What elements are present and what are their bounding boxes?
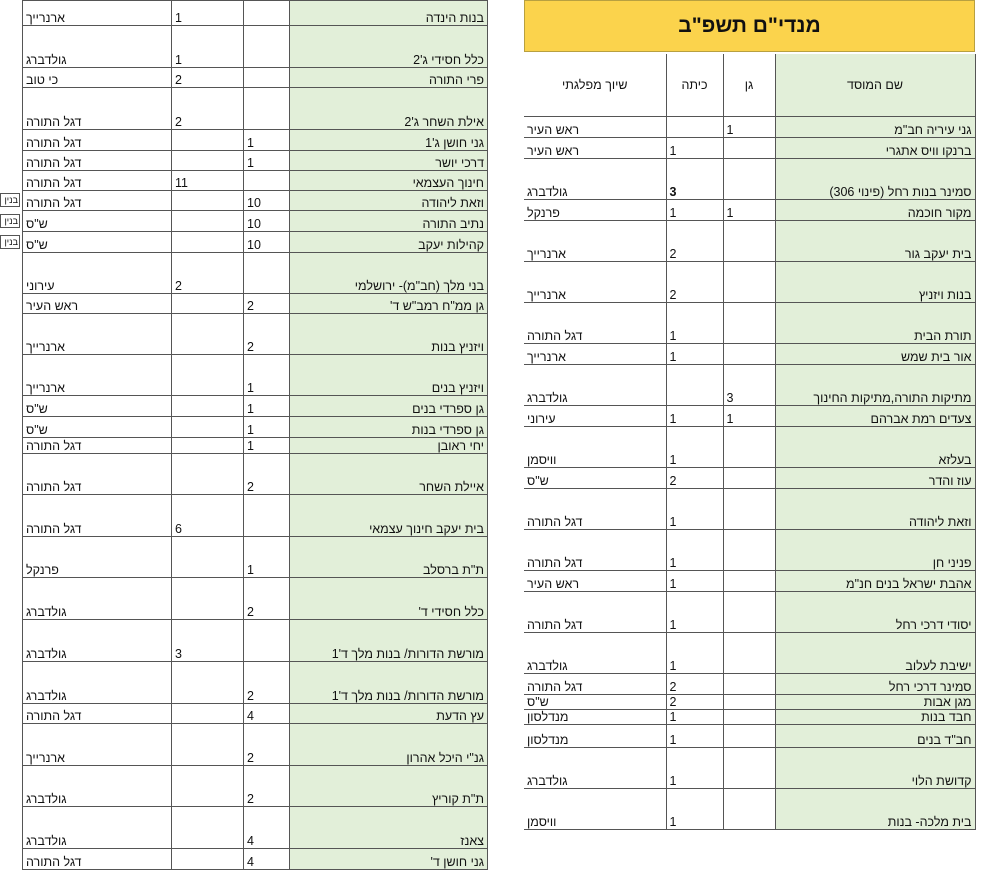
party-affiliation: גולדברג [23,662,172,704]
institution-name: נתיב התורה [290,211,488,232]
class-count: 1 [244,355,290,396]
table-row [23,26,488,68]
class-count [666,365,723,406]
header-gan: גן [723,54,775,117]
class-count [244,26,290,68]
institution-name: אהבת ישראל בנים חנ"מ [775,571,975,592]
table-row [524,138,975,159]
group-count [172,396,244,417]
gan-count [723,138,775,159]
class-count: 1 [666,571,723,592]
table-row [524,303,975,344]
table-row [23,438,488,454]
party-affiliation: ארנרייך [524,221,666,262]
right-table [524,54,976,830]
class-count: 2 [244,662,290,704]
table-row [524,468,975,489]
group-count: 2 [172,88,244,130]
table-row [524,789,975,830]
group-count [172,454,244,495]
table-row [23,807,488,849]
party-affiliation: ארנרייך [524,262,666,303]
party-affiliation: גולדברג [23,807,172,849]
party-affiliation: גולדברג [524,748,666,789]
gan-count [723,633,775,674]
class-count: 1 [666,710,723,725]
class-count: 10 [244,191,290,211]
gan-count [723,571,775,592]
institution-name: צעדים רמת אברהם [775,406,975,427]
table-row [23,620,488,662]
table-row [524,221,975,262]
group-count: 2 [172,253,244,294]
group-count [172,211,244,232]
institution-name: בני מלך (חב"מ)- ירושלמי [290,253,488,294]
gan-count: 1 [723,200,775,221]
class-count: 1 [244,537,290,578]
table-row [23,724,488,766]
class-count: 1 [666,748,723,789]
table-row [23,130,488,151]
institution-name: גני חושן ג'1 [290,130,488,151]
gan-count [723,489,775,530]
institution-name: קהילות יעקב [290,232,488,253]
class-count: 1 [666,489,723,530]
table-row [23,314,488,355]
class-count [244,1,290,26]
table-row [23,704,488,724]
header-name: שם המוסד [775,54,975,117]
class-count: 1 [666,303,723,344]
class-count: 10 [244,232,290,253]
party-affiliation: ארנרייך [524,344,666,365]
party-affiliation: ראש העיר [23,294,172,314]
table-row [23,191,488,211]
table-row [524,262,975,303]
table-row [23,211,488,232]
institution-name: בעלזא [775,427,975,468]
party-affiliation: וויסמן [524,789,666,830]
table-row [23,1,488,26]
institution-name: עוז והדר [775,468,975,489]
group-count: 11 [172,171,244,191]
institution-name: ת"ת ברסלב [290,537,488,578]
table-row [524,530,975,571]
table-row [524,725,975,748]
party-affiliation: דגל התורה [524,489,666,530]
class-count: 1 [666,200,723,221]
class-count [244,171,290,191]
class-count: 1 [244,438,290,454]
party-affiliation: פרנקל [524,200,666,221]
group-count [172,232,244,253]
class-count: 3 [666,159,723,200]
institution-name: פניני חן [775,530,975,571]
table-row [23,849,488,870]
table-row [524,427,975,468]
party-affiliation: גולדברג [524,633,666,674]
page-title: מנדי"ם תשפ"ב [524,0,975,52]
party-affiliation: ארנרייך [23,314,172,355]
party-affiliation: דגל התורה [23,454,172,495]
class-count: 4 [244,807,290,849]
institution-name: גן ספרדי בנות [290,417,488,438]
institution-name: מקור חוכמה [775,200,975,221]
institution-name: חבד בנות [775,710,975,725]
party-affiliation: דגל התורה [23,171,172,191]
institution-name: דרכי יושר [290,151,488,171]
party-affiliation: ראש העיר [524,571,666,592]
party-affiliation: ארנרייך [23,724,172,766]
class-count: 2 [666,468,723,489]
table-row [524,489,975,530]
stub-cell: בנין [0,214,20,228]
party-affiliation: ארנרייך [23,355,172,396]
party-affiliation: דגל התורה [23,191,172,211]
institution-name: גני עיריה חב"מ [775,117,975,138]
party-affiliation: דגל התורה [524,674,666,695]
party-affiliation: גולדברג [23,578,172,620]
gan-count [723,159,775,200]
table-row [524,674,975,695]
group-count: 1 [172,1,244,26]
group-count: 6 [172,495,244,537]
party-affiliation: דגל התורה [23,495,172,537]
table-row [524,592,975,633]
party-affiliation: ש"ס [524,468,666,489]
gan-count [723,427,775,468]
institution-name: עץ הדעת [290,704,488,724]
table-row [23,766,488,807]
party-affiliation: מנדלסון [524,725,666,748]
institution-name: חינוך העצמאי [290,171,488,191]
group-count [172,662,244,704]
stub-cell: בנין [0,235,20,249]
gan-count [723,710,775,725]
group-count: 3 [172,620,244,662]
party-affiliation: פרנקל [23,537,172,578]
class-count: 1 [666,344,723,365]
table-row [23,662,488,704]
table-row [524,344,975,365]
class-count: 2 [244,454,290,495]
institution-name: סמינר בנות רחל (פינוי 306) [775,159,975,200]
class-count: 1 [244,130,290,151]
group-count [172,130,244,151]
institution-name: אילת השחר ג'2 [290,88,488,130]
party-affiliation: כי טוב [23,68,172,88]
group-count [172,417,244,438]
institution-name: בית מלכה- בנות [775,789,975,830]
party-affiliation: דגל התורה [524,303,666,344]
institution-name: קדושת הלוי [775,748,975,789]
class-count: 2 [244,294,290,314]
class-count: 1 [666,725,723,748]
institution-name: בית יעקב גור [775,221,975,262]
group-count [172,438,244,454]
group-count [172,578,244,620]
institution-name: כלל חסידי ג'2 [290,26,488,68]
institution-name: ויזניץ בנים [290,355,488,396]
group-count: 2 [172,68,244,88]
table-row [524,159,975,200]
party-affiliation: דגל התורה [23,438,172,454]
gan-count: 1 [723,406,775,427]
class-count [244,88,290,130]
institution-name: מתיקות התורה,מתיקות החינוך [775,365,975,406]
group-count [172,151,244,171]
group-count: 1 [172,26,244,68]
stub-cell: בנין [0,193,20,207]
institution-name: גן ספרדי בנים [290,396,488,417]
group-count [172,294,244,314]
class-count: 4 [244,849,290,870]
party-affiliation: מנדלסון [524,710,666,725]
institution-name: פרי התורה [290,68,488,88]
class-count: 1 [244,417,290,438]
institution-name: אור בית שמש [775,344,975,365]
party-affiliation: דגל התורה [23,88,172,130]
group-count [172,766,244,807]
class-count: 1 [244,151,290,171]
party-affiliation: דגל התורה [524,530,666,571]
gan-count [723,468,775,489]
institution-name: וזאת ליהודה [290,191,488,211]
table-row [524,571,975,592]
class-count: 2 [244,314,290,355]
table-row [524,748,975,789]
table-row [23,253,488,294]
party-affiliation: ש"ס [524,695,666,710]
table-row [524,117,975,138]
institution-name: מורשת הדורות/ בנות מלך ד'1 [290,662,488,704]
class-count: 2 [666,221,723,262]
class-count [666,117,723,138]
class-count: 1 [666,789,723,830]
left-table [22,0,488,870]
party-affiliation: גולדברג [23,620,172,662]
gan-count [723,674,775,695]
institution-name: מגן אבות [775,695,975,710]
institution-name: ברנקו וויס אתגרי [775,138,975,159]
class-count [244,253,290,294]
class-count: 2 [666,674,723,695]
institution-name: בנות ויזניץ [775,262,975,303]
class-count [244,495,290,537]
class-count [244,620,290,662]
institution-name: כלל חסידי ד' [290,578,488,620]
table-row [23,88,488,130]
gan-count: 1 [723,117,775,138]
gan-count [723,789,775,830]
party-affiliation: ראש העיר [524,117,666,138]
group-count [172,537,244,578]
party-affiliation: ש"ס [23,232,172,253]
table-row [23,537,488,578]
institution-name: בית יעקב חינוך עצמאי [290,495,488,537]
party-affiliation: עירוני [524,406,666,427]
class-count: 1 [666,592,723,633]
class-count: 2 [244,766,290,807]
class-count: 1 [666,530,723,571]
party-affiliation: גולדברג [23,766,172,807]
table-row [524,710,975,725]
class-count: 2 [666,262,723,303]
party-affiliation: וויסמן [524,427,666,468]
header-party: שיוך מפלגתי [524,54,666,117]
gan-count [723,303,775,344]
party-affiliation: ש"ס [23,211,172,232]
party-affiliation: עירוני [23,253,172,294]
class-count: 1 [244,396,290,417]
party-affiliation: דגל התורה [23,704,172,724]
table-row [23,417,488,438]
gan-count [723,344,775,365]
gan-count [723,262,775,303]
table-row [23,232,488,253]
institution-name: חב"ד בנים [775,725,975,748]
institution-name: ת"ת קוריץ [290,766,488,807]
group-count [172,191,244,211]
group-count [172,849,244,870]
table-row [23,68,488,88]
table-row [23,578,488,620]
class-count: 2 [666,695,723,710]
table-row [23,355,488,396]
gan-count [723,592,775,633]
institution-name: ישיבת לעלוב [775,633,975,674]
group-count [172,355,244,396]
class-count: 1 [666,427,723,468]
party-affiliation: ש"ס [23,396,172,417]
class-count: 1 [666,138,723,159]
table-header-row [524,54,975,117]
institution-name: יסודי דרכי רחל [775,592,975,633]
institution-name: מורשת הדורות/ בנות מלך ד'1 [290,620,488,662]
class-count: 1 [666,633,723,674]
class-count [244,68,290,88]
table-row [23,396,488,417]
table-row [23,294,488,314]
gan-count: 3 [723,365,775,406]
gan-count [723,530,775,571]
party-affiliation: דגל התורה [524,592,666,633]
table-row [524,633,975,674]
institution-name: גנ"י היכל אהרון [290,724,488,766]
institution-name: איילת השחר [290,454,488,495]
table-row [23,171,488,191]
class-count: 2 [244,578,290,620]
institution-name: גן ממ"ח רמב"ש ד' [290,294,488,314]
party-affiliation: דגל התורה [23,151,172,171]
gan-count [723,695,775,710]
party-affiliation: ש"ס [23,417,172,438]
class-count: 1 [666,406,723,427]
table-row [23,454,488,495]
table-row [524,200,975,221]
table-row [524,406,975,427]
party-affiliation: גולדברג [23,26,172,68]
table-row [524,695,975,710]
table-row [524,365,975,406]
gan-count [723,221,775,262]
group-count [172,807,244,849]
table-row [23,151,488,171]
institution-name: גני חושן ד' [290,849,488,870]
class-count: 10 [244,211,290,232]
institution-name: סמינר דרכי רחל [775,674,975,695]
institution-name: וזאת ליהודה [775,489,975,530]
group-count [172,314,244,355]
gan-count [723,748,775,789]
party-affiliation: דגל התורה [23,849,172,870]
party-affiliation: ארנרייך [23,1,172,26]
institution-name: ויזניץ בנות [290,314,488,355]
party-affiliation: גולדברג [524,365,666,406]
institution-name: בנות הינדה [290,1,488,26]
class-count: 2 [244,724,290,766]
group-count [172,704,244,724]
header-kita: כיתה [666,54,723,117]
institution-name: יחי ראובן [290,438,488,454]
party-affiliation: ראש העיר [524,138,666,159]
class-count: 4 [244,704,290,724]
group-count [172,724,244,766]
gan-count [723,725,775,748]
table-row [23,495,488,537]
party-affiliation: גולדברג [524,159,666,200]
institution-name: תורת הבית [775,303,975,344]
institution-name: צאנז [290,807,488,849]
party-affiliation: דגל התורה [23,130,172,151]
